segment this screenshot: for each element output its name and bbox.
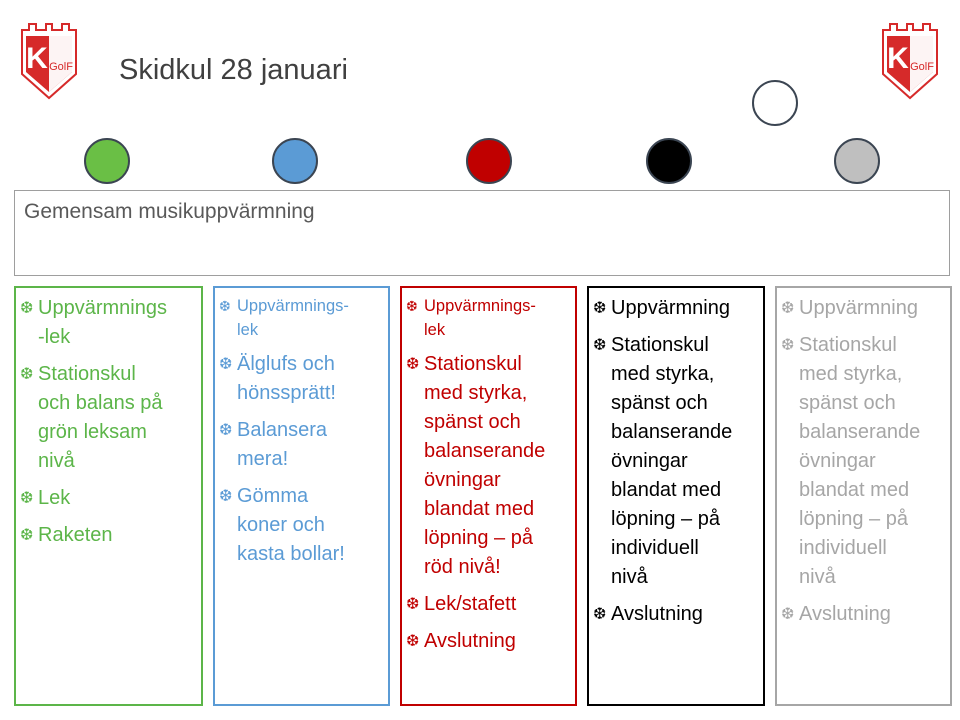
list-item: [406, 627, 571, 656]
list-item: [781, 600, 946, 629]
snowflake-icon: ❆: [406, 356, 420, 373]
snowflake-icon: ❆: [20, 490, 34, 507]
list-item: [406, 590, 571, 619]
snowflake-icon: ❆: [406, 633, 420, 650]
list-item: [406, 294, 571, 342]
warmup-text: Gemensam musikuppvärmning: [24, 200, 315, 223]
snowflake-icon: ❆: [219, 422, 233, 439]
snowflake-icon: ❆: [406, 596, 420, 613]
snowflake-icon: ❆: [20, 300, 34, 317]
logo-text: GolF: [910, 61, 934, 73]
page-title: Skidkul 28 januari: [119, 54, 348, 86]
circle-white: [752, 80, 798, 126]
list-item-text: Stationskul med styrka, spänst och balanserande övningar blandat med löpning – på röd nivå!: [424, 353, 546, 578]
snowflake-icon: ❆: [406, 298, 418, 314]
circle-green: [84, 138, 130, 184]
snowflake-icon: ❆: [593, 337, 607, 354]
snowflake-icon: ❆: [219, 298, 231, 314]
list-item: [219, 482, 384, 569]
list-item: [20, 360, 197, 476]
list-item-text: Raketen: [38, 524, 113, 546]
snowflake-icon: ❆: [781, 300, 795, 317]
club-logo-left: [19, 18, 79, 100]
snowflake-icon: ❆: [20, 366, 34, 383]
list-item: [781, 294, 946, 323]
list-item-text: Lek/stafett: [424, 593, 517, 615]
list-item-text: Älglufs och hönssprätt!: [237, 353, 336, 404]
logo-text: GolF: [49, 61, 73, 73]
circle-blue: [272, 138, 318, 184]
list-item-text: Uppvärmnings -lek: [38, 297, 167, 348]
list-item: [20, 484, 197, 513]
list-item: [406, 350, 571, 582]
list-item: [219, 416, 384, 474]
list-item-text: Uppvärmning: [799, 297, 918, 319]
snowflake-icon: ❆: [219, 356, 233, 373]
list-item-text: Avslutning: [799, 603, 891, 625]
snowflake-icon: ❆: [593, 606, 607, 623]
snowflake-icon: ❆: [219, 488, 233, 505]
list-item: [593, 294, 759, 323]
list-item: [20, 294, 197, 352]
column-gray: [775, 286, 952, 706]
snowflake-icon: ❆: [781, 606, 795, 623]
list-item-text: Avslutning: [611, 603, 703, 625]
list-item-text: Uppvärmnings- lek: [424, 297, 536, 339]
list-item-text: Uppvärmning: [611, 297, 730, 319]
logo-letter: K: [887, 42, 909, 75]
list-item-text: Uppvärmnings- lek: [237, 297, 349, 339]
list-item: [593, 600, 759, 629]
list-item-text: Lek: [38, 487, 71, 509]
list-item-text: Stationskul och balans på grön leksam nivå: [38, 363, 163, 472]
list-item: [593, 331, 759, 592]
club-logo-right: [880, 18, 940, 100]
list-item-text: Avslutning: [424, 630, 516, 652]
column-green: [14, 286, 203, 706]
list-item: [20, 521, 197, 550]
column-blue: [213, 286, 390, 706]
list-item: [219, 350, 384, 408]
list-item-text: Gömma koner och kasta bollar!: [237, 485, 345, 565]
snowflake-icon: ❆: [593, 300, 607, 317]
list-item-text: Stationskul med styrka, spänst och balanserande övningar blandat med löpning – på individuell nivå: [611, 334, 733, 588]
list-item-text: Stationskul med styrka, spänst och balanserande övningar blandat med löpning – på individuell nivå: [799, 334, 921, 588]
snowflake-icon: ❆: [781, 337, 795, 354]
circle-gray: [834, 138, 880, 184]
list-item-text: Balansera mera!: [237, 419, 328, 470]
list-item: [219, 294, 384, 342]
snowflake-icon: ❆: [20, 527, 34, 544]
circle-black: [646, 138, 692, 184]
logo-letter: K: [26, 42, 48, 75]
column-red: [400, 286, 577, 706]
circle-red: [466, 138, 512, 184]
warmup-box: [14, 190, 950, 276]
column-black: [587, 286, 765, 706]
list-item: [781, 331, 946, 592]
